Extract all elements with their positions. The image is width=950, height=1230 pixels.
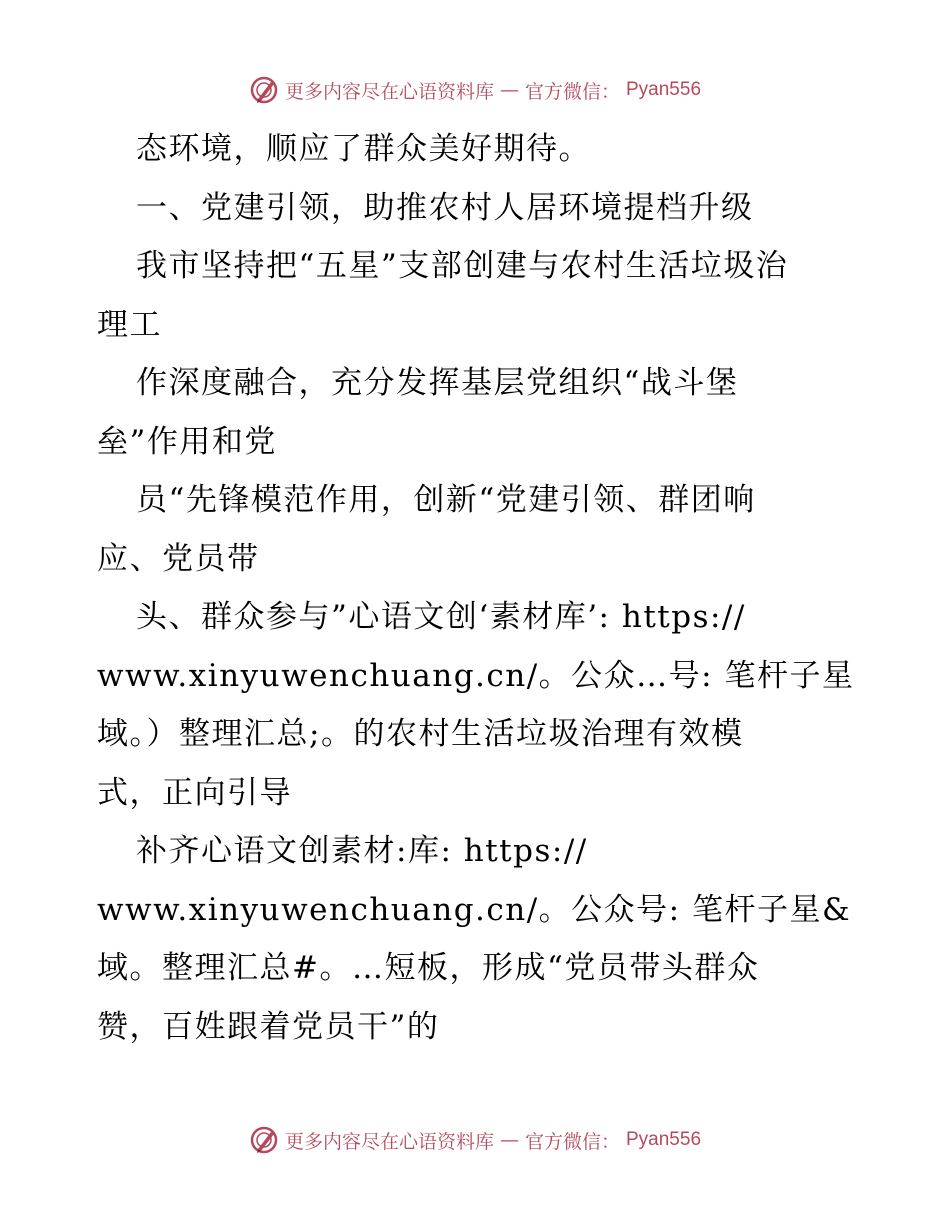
- footer-official-label: 官方微信：: [524, 1130, 620, 1153]
- document-body: [97, 120, 867, 1056]
- body-line: 理工: [97, 306, 162, 343]
- body-line: 作深度融合，充分发挥基层党组织“战斗堡: [136, 365, 739, 401]
- body-line: www.xinyuwenchuang.cn/。公众号: 笔杆子星&: [97, 891, 852, 928]
- body-line: 我市坚持把“五星”支部创建与农村生活垃圾治: [136, 248, 789, 284]
- body-line: www.xinyuwenchuang.cn/。公众…号: 笔杆子星: [97, 657, 855, 694]
- header-dash: —: [499, 79, 519, 101]
- body-line: 赞，百姓跟着党员干”的: [97, 1008, 440, 1045]
- body-line: 域。）整理汇总;。的农村生活垃圾治理有效模: [97, 716, 744, 752]
- section-heading: 一、党建引领，助推农村人居环境提档升级: [136, 189, 754, 226]
- pen-logo-icon: [249, 75, 279, 105]
- body-line: 头、群众参与”心语文创‘素材库’: https://: [136, 599, 746, 635]
- body-line: 补齐心语文创素材:库: https://: [136, 833, 588, 869]
- header-official-label: 官方微信：: [524, 80, 620, 103]
- header-brand-text: 更多内容尽在心语资料库: [284, 80, 494, 103]
- body-line: 员“先锋模范作用，创新“党建引领、群团响: [136, 482, 756, 518]
- body-line: 应、党员带: [97, 540, 260, 577]
- pen-logo-icon: [249, 1125, 279, 1155]
- body-line: 域。整理汇总#。…短板，形成“党员带头群众: [97, 950, 760, 986]
- body-line: 垒”作用和党: [97, 423, 277, 460]
- header-banner: [0, 70, 950, 110]
- body-line: 式，正向引导: [97, 774, 292, 811]
- body-line: 态环境，顺应了群众美好期待。: [136, 131, 591, 167]
- header-wechat-id: Pyan556: [626, 79, 702, 100]
- footer-wechat-id: Pyan556: [626, 1129, 702, 1150]
- footer-brand-text: 更多内容尽在心语资料库: [284, 1130, 494, 1153]
- footer-dash: —: [499, 1129, 519, 1151]
- footer-banner: [0, 1120, 950, 1160]
